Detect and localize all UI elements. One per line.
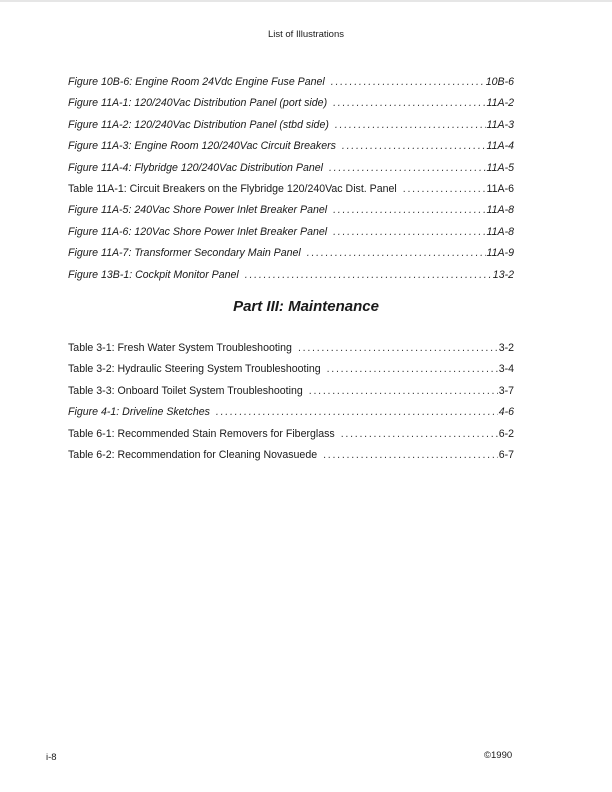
toc-entry-title: Figure 11A-1: 120/240Vac Distribution Panel (port side) [68,97,328,110]
toc-entry-title: Figure 4-1: Driveline Sketches [68,406,210,419]
toc-entry-page: 11A-2 [486,97,514,110]
dot-leader [329,162,486,174]
toc-entry [68,97,514,118]
toc-entry-page: 11A-9 [486,247,514,260]
dot-leader [342,140,486,152]
dot-leader [216,406,498,418]
toc-entry-title: Figure 10B-6: Engine Room 24Vdc Engine Fuse Panel [68,76,325,88]
toc-entry-title: Table 3-3: Onboard Toilet System Troubleshooting [68,384,303,397]
toc-entry-title: Table 6-1: Recommended Stain Removers for Fiberglass [68,427,335,440]
toc-entry [68,269,514,290]
toc-entry-page: 11A-8 [486,204,514,217]
toc-entry [68,449,514,470]
toc-entry-title: Figure 11A-3: Engine Room 120/240Vac Circuit Breakers [68,140,336,153]
dot-leader [309,385,498,397]
toc-entry-title: Figure 11A-4: Flybridge 120/240Vac Distribution Panel [68,161,323,174]
toc-entry-title: Figure 11A-6: 120Vac Shore Power Inlet Breaker Panel [68,225,328,238]
dot-leader [298,342,498,354]
toc-entry [68,406,514,427]
toc-entry-title: Figure 11A-5: 240Vac Shore Power Inlet Breaker Panel [68,204,328,217]
toc-entry-page: 11A-3 [486,118,514,131]
toc-entry-title: Table 3-1: Fresh Water System Troubleshooting [68,342,292,354]
toc-entry [68,76,514,97]
dot-leader [331,76,485,88]
dot-leader [403,183,486,195]
dot-leader [327,363,498,375]
scan-edge-line [0,0,612,2]
dot-leader [333,97,485,109]
toc-entry [68,204,514,225]
toc-entry-page: 6-2 [498,427,514,440]
toc-entry-page: 4-6 [498,406,514,419]
toc-entry [68,119,514,140]
toc-entry [68,140,514,161]
toc-entry-title: Figure 11A-2: 120/240Vac Distribution Panel (stbd side) [68,118,329,131]
illustrations-list [68,76,514,290]
dot-leader [333,226,485,238]
toc-entry [68,342,514,363]
dot-leader [341,428,498,440]
toc-entry-page: 11A-4 [486,140,514,153]
toc-entry-page: 13-2 [492,268,514,281]
toc-entry [68,385,514,406]
page-header: List of Illustrations [267,29,345,40]
toc-entry-page: 6-7 [498,448,514,461]
dot-leader [323,449,498,461]
toc-entry-page: 3-4 [498,363,514,376]
copyright: ©1990 [484,750,513,761]
toc-entry-page: 3-2 [498,342,514,354]
toc-entry [68,428,514,449]
dot-leader [245,269,492,281]
toc-entry [68,363,514,384]
toc-entry-title: Table 11A-1: Circuit Breakers on the Flybridge 120/240Vac Dist. Panel [68,182,397,195]
toc-entry-page: 11A-8 [486,225,514,238]
part-title: Part III: Maintenance [233,298,379,315]
toc-entry [68,162,514,183]
page-number: i-8 [46,752,57,763]
toc-entry-title: Table 3-2: Hydraulic Steering System Troubleshooting [68,363,321,376]
toc-entry [68,247,514,268]
toc-entry-page: 11A-5 [486,161,514,174]
toc-entry-page: 10B-6 [485,76,514,88]
dot-leader [307,247,486,259]
toc-entry [68,226,514,247]
toc-entry-title: Table 6-2: Recommendation for Cleaning Novasuede [68,448,318,461]
maintenance-list [68,342,514,470]
dot-leader [333,204,485,216]
toc-entry-title: Figure 11A-7: Transformer Secondary Main Panel [68,247,301,260]
toc-entry-page: 11A-6 [486,182,514,195]
toc-entry-page: 3-7 [498,384,514,397]
toc-entry-title: Figure 13B-1: Cockpit Monitor Panel [68,268,239,281]
toc-entry [68,183,514,204]
dot-leader [335,119,486,131]
